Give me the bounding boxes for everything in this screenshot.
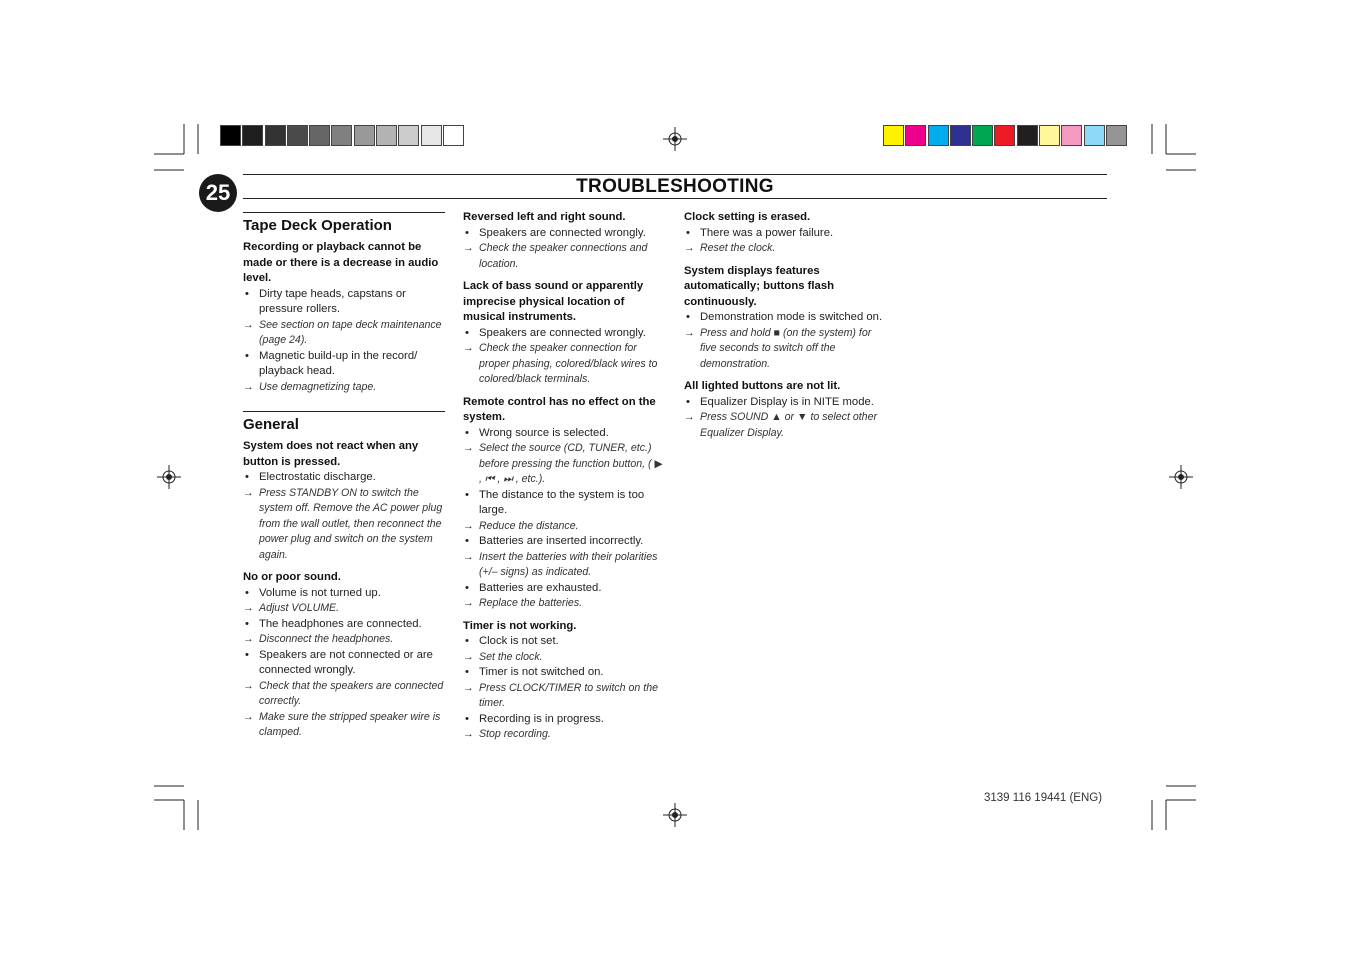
calibration-swatch bbox=[265, 125, 286, 146]
calibration-swatch bbox=[309, 125, 330, 146]
remedy-text: Reset the clock. bbox=[700, 242, 776, 254]
cause-item bbox=[463, 634, 668, 650]
page-title: TROUBLESHOOTING bbox=[576, 176, 774, 197]
calibration-swatch bbox=[972, 125, 993, 146]
calibration-swatch bbox=[928, 125, 949, 146]
cause-item bbox=[684, 395, 889, 411]
remedy-item bbox=[463, 341, 668, 388]
calibration-swatch bbox=[242, 125, 263, 146]
remedy-text: Reduce the distance. bbox=[479, 519, 579, 532]
calibration-swatch bbox=[1106, 125, 1127, 146]
remedy-text: Press CLOCK/TIMER to switch on the timer. bbox=[479, 681, 658, 709]
arrow-right-icon: → bbox=[463, 681, 474, 694]
cause-item bbox=[243, 349, 445, 380]
bullet-icon: • bbox=[465, 712, 469, 725]
arrow-right-icon: → bbox=[243, 486, 254, 499]
arrow-right-icon: → bbox=[463, 242, 474, 254]
calibration-swatch bbox=[994, 125, 1015, 146]
cause-text: Recording is in progress. bbox=[479, 712, 604, 725]
calibration-swatch bbox=[354, 125, 375, 146]
calibration-swatch bbox=[376, 125, 397, 146]
remedy-item bbox=[684, 326, 889, 373]
cause-text: Demonstration mode is switched on. bbox=[700, 311, 883, 323]
problem-heading: Remote control has no effect on the system. bbox=[463, 395, 656, 423]
bullet-icon: • bbox=[245, 349, 249, 362]
remedy-item bbox=[463, 519, 668, 535]
arrow-right-icon: → bbox=[243, 602, 254, 614]
bullet-icon: • bbox=[686, 395, 690, 408]
bullet-icon: • bbox=[465, 426, 469, 439]
remedy-text: Press SOUND ▲ or ▼ to select other Equalizer Display. bbox=[700, 411, 877, 439]
arrow-right-icon: → bbox=[243, 710, 254, 723]
problem-heading: Lack of bass sound or apparently imprecise physical location of musical instruments. bbox=[463, 280, 644, 323]
arrow-right-icon: → bbox=[463, 519, 474, 532]
remedy-item bbox=[684, 241, 889, 257]
remedy-text: Adjust VOLUME. bbox=[259, 602, 340, 614]
calibration-swatch bbox=[1061, 125, 1082, 146]
cause-text: The headphones are connected. bbox=[259, 617, 422, 630]
section-heading: General bbox=[243, 411, 445, 434]
remedy-text: Stop recording. bbox=[479, 728, 551, 740]
remedy-item bbox=[243, 380, 445, 396]
cause-text: Equalizer Display is in NITE mode. bbox=[700, 395, 874, 408]
title-rule-bottom bbox=[243, 198, 1107, 199]
remedy-item bbox=[243, 318, 445, 349]
arrow-right-icon: → bbox=[684, 411, 695, 423]
cause-item bbox=[463, 326, 668, 342]
cause-item bbox=[243, 648, 445, 679]
remedy-text: Check that the speakers are connected correctly. bbox=[259, 679, 444, 707]
remedy-item bbox=[463, 650, 668, 666]
color-calibration-bar bbox=[883, 125, 1128, 146]
arrow-right-icon: → bbox=[463, 342, 474, 354]
cause-text: Wrong source is selected. bbox=[479, 426, 609, 439]
calibration-swatch bbox=[1084, 125, 1105, 146]
calibration-swatch bbox=[443, 125, 464, 146]
calibration-swatch bbox=[331, 125, 352, 146]
remedy-item bbox=[463, 596, 668, 612]
cause-item bbox=[463, 712, 668, 728]
calibration-swatch bbox=[287, 125, 308, 146]
cause-item bbox=[463, 426, 668, 442]
problem-heading: All lighted buttons are not lit. bbox=[684, 380, 841, 392]
cause-item bbox=[463, 581, 668, 597]
remedy-item bbox=[463, 241, 668, 272]
bullet-icon: • bbox=[245, 471, 249, 483]
cause-text: Speakers are connected wrongly. bbox=[479, 326, 646, 339]
page-number: 25 bbox=[199, 174, 237, 212]
remedy-text: Disconnect the headphones. bbox=[259, 633, 394, 645]
cause-item bbox=[684, 226, 889, 242]
bullet-icon: • bbox=[465, 535, 469, 547]
cause-text: Clock is not set. bbox=[479, 635, 559, 647]
bullet-icon: • bbox=[245, 648, 249, 661]
calibration-swatch bbox=[1017, 125, 1038, 146]
remedy-text: Select the source (CD, TUNER, etc.) before pressing the function button, ( ▶ , ⏮ , ⏭ , etc.). bbox=[479, 442, 663, 485]
remedy-text: Use demagnetizing tape. bbox=[259, 380, 377, 393]
bullet-icon: • bbox=[465, 326, 469, 339]
problem-heading: Reversed left and right sound. bbox=[463, 211, 626, 223]
remedy-text: Press and hold ■ (on the system) for five seconds to switch off the demonstration. bbox=[700, 326, 872, 370]
remedy-item bbox=[463, 681, 668, 712]
column-2 bbox=[463, 210, 668, 743]
cause-text: There was a power failure. bbox=[700, 226, 834, 239]
bullet-icon: • bbox=[245, 287, 249, 300]
arrow-right-icon: → bbox=[243, 318, 254, 331]
bullet-icon: • bbox=[465, 226, 469, 239]
calibration-swatch bbox=[1039, 125, 1060, 146]
bullet-icon: • bbox=[686, 311, 690, 323]
cause-item bbox=[463, 534, 668, 550]
cause-text: Batteries are inserted incorrectly. bbox=[479, 535, 644, 547]
cause-text: Batteries are exhausted. bbox=[479, 581, 602, 594]
registration-target-right bbox=[1169, 465, 1193, 489]
arrow-right-icon: → bbox=[463, 550, 474, 563]
cause-text: Dirty tape heads, capstans or pressure rollers. bbox=[259, 287, 406, 315]
column-1 bbox=[243, 212, 445, 741]
title-rule-top bbox=[243, 174, 1107, 175]
problem-heading: Clock setting is erased. bbox=[684, 211, 811, 223]
registration-target-left bbox=[157, 465, 181, 489]
arrow-right-icon: → bbox=[463, 597, 474, 609]
cause-item bbox=[463, 488, 668, 519]
calibration-swatch bbox=[398, 125, 419, 146]
arrow-right-icon: → bbox=[684, 242, 695, 254]
cause-item bbox=[463, 226, 668, 242]
remedy-item bbox=[243, 486, 445, 564]
cause-item bbox=[463, 665, 668, 681]
problem-heading: Timer is not working. bbox=[463, 619, 577, 632]
calibration-swatch bbox=[421, 125, 442, 146]
calibration-swatch bbox=[905, 125, 926, 146]
remedy-text: Replace the batteries. bbox=[479, 597, 583, 609]
bullet-icon: • bbox=[245, 586, 249, 599]
registration-target-bottom bbox=[663, 803, 687, 827]
bullet-icon: • bbox=[465, 666, 469, 678]
cause-text: Magnetic build-up in the record/ playback head. bbox=[259, 349, 418, 377]
cause-item bbox=[243, 470, 445, 486]
calibration-swatch bbox=[883, 125, 904, 146]
cause-item bbox=[684, 310, 889, 326]
cause-text: Speakers are not connected or are connected wrongly. bbox=[259, 648, 433, 676]
remedy-item bbox=[243, 679, 445, 710]
remedy-item bbox=[463, 727, 668, 743]
problem-heading: System does not react when any button is pressed. bbox=[243, 440, 419, 468]
problem-heading: System displays features automatically; buttons flash continuously. bbox=[684, 264, 835, 308]
cause-text: Volume is not turned up. bbox=[259, 586, 381, 599]
bullet-icon: • bbox=[465, 488, 469, 501]
column-3 bbox=[684, 210, 889, 441]
remedy-item bbox=[243, 601, 445, 617]
remedy-text: Insert the batteries with their polarities (+/– signs) as indicated. bbox=[479, 550, 658, 578]
remedy-text: See section on tape deck maintenance (page 24). bbox=[259, 318, 442, 346]
arrow-right-icon: → bbox=[243, 633, 254, 645]
document-code: 3139 116 19441 (ENG) bbox=[984, 792, 1103, 804]
remedy-item bbox=[463, 550, 668, 581]
remedy-item bbox=[463, 441, 668, 488]
calibration-swatch bbox=[950, 125, 971, 146]
remedy-text: Press STANDBY ON to switch the system off. Remove the AC power plug from the wall outlet, then reconnect the power plug and switch on the system again. bbox=[259, 486, 443, 561]
cause-text: Electrostatic discharge. bbox=[259, 471, 376, 483]
section-spacer bbox=[243, 395, 445, 411]
arrow-right-icon: → bbox=[684, 326, 695, 339]
arrow-right-icon: → bbox=[243, 380, 254, 393]
cause-item bbox=[243, 617, 445, 633]
bullet-icon: • bbox=[245, 617, 249, 630]
remedy-item bbox=[684, 410, 889, 441]
bullet-icon: • bbox=[465, 635, 469, 647]
remedy-text: Set the clock. bbox=[479, 650, 543, 663]
bullet-icon: • bbox=[465, 581, 469, 594]
arrow-right-icon: → bbox=[243, 679, 254, 692]
cause-text: Speakers are connected wrongly. bbox=[479, 226, 646, 239]
problem-heading: Recording or playback cannot be made or there is a decrease in audio level. bbox=[243, 241, 439, 284]
calibration-swatch bbox=[220, 125, 241, 146]
bullet-icon: • bbox=[686, 226, 690, 239]
problem-heading: No or poor sound. bbox=[243, 571, 341, 583]
arrow-right-icon: → bbox=[463, 728, 474, 740]
registration-target-top bbox=[663, 127, 687, 151]
section-heading: Tape Deck Operation bbox=[243, 212, 445, 235]
grayscale-calibration-bar bbox=[220, 125, 465, 146]
remedy-item bbox=[243, 632, 445, 648]
cause-text: The distance to the system is too large. bbox=[479, 488, 645, 516]
remedy-item bbox=[243, 710, 445, 741]
remedy-text: Check the speaker connections and location. bbox=[479, 242, 648, 270]
arrow-right-icon: → bbox=[463, 650, 474, 663]
remedy-text: Make sure the stripped speaker wire is clamped. bbox=[259, 710, 441, 738]
cause-item bbox=[243, 287, 445, 318]
cause-item bbox=[243, 586, 445, 602]
arrow-right-icon: → bbox=[463, 442, 474, 454]
cause-text: Timer is not switched on. bbox=[479, 666, 604, 678]
remedy-text: Check the speaker connection for proper phasing, colored/black wires to colored/black terminals. bbox=[479, 342, 658, 385]
